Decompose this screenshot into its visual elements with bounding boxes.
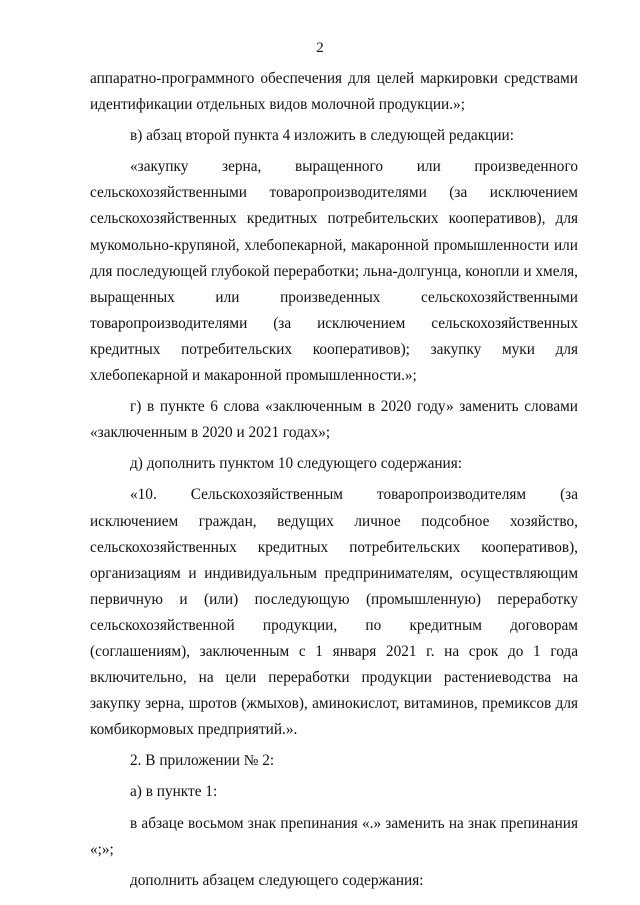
document-body <box>90 66 578 894</box>
paragraph-item-v: в) абзац второй пункта 4 изложить в следующей редакции: <box>130 127 514 145</box>
paragraph-item-a: а) в пункте 1: <box>130 783 218 801</box>
paragraph-item-d: д) дополнить пунктом 10 следующего содержания: <box>130 455 463 473</box>
paragraph-quote-zakupka: «закупку зерна, выращенного или произведенного сельскохозяйственными товаропроизводителями (за исключением сельскохозяйственных кредитных потребительских кооперативов), для мукомольно-крупяной, хлебопекарной, макаронной промышленности или для последующей глубокой переработки; льна-долгунца, конопли и хмеля, выращенных или произведенных сельскохозяйственными товаропроизводителями (за исключением сельскохозяйственных кредитных потребительских кооперативов); закупку муки для хлебопекарной и макаронной промышленности.»; <box>90 158 578 385</box>
page-number: 2 <box>316 40 324 56</box>
paragraph-quote-point-10: «10. Сельскохозяйственным товаропроизводителям (за исключением граждан, ведущих личное подсобное хозяйство, сельскохозяйственных кредитных потребительских кооперативов), организациям и индивидуальным предпринимателям, осуществляющим первичную и (или) последующую (промышленную) переработку сельскохозяйственной продукции, по кредитным договорам (соглашениям), заключенным с 1 января 2021 г. на срок до 1 года включительно, на цели переработки продукции растениеводства на закупку зерна, шротов (жмыхов), аминокислот, витаминов, премиксов для комбикормовых предприятий.». <box>90 486 578 739</box>
paragraph-item-g: г) в пункте 6 слова «заключенным в 2020 году» заменить словами «заключенным в 2020 и 2021 годах»; <box>90 398 578 442</box>
paragraph-continuation: аппаратно-программного обеспечения для целей маркировки средствами идентификации отдельных видов молочной продукции.»; <box>90 70 578 114</box>
paragraph-punctuation-change: в абзаце восьмом знак препинания «.» заменить на знак препинания «;»; <box>90 814 578 858</box>
paragraph-appendix-2: 2. В приложении № 2: <box>130 752 275 770</box>
paragraph-add-paragraph: дополнить абзацем следующего содержания: <box>130 871 424 889</box>
